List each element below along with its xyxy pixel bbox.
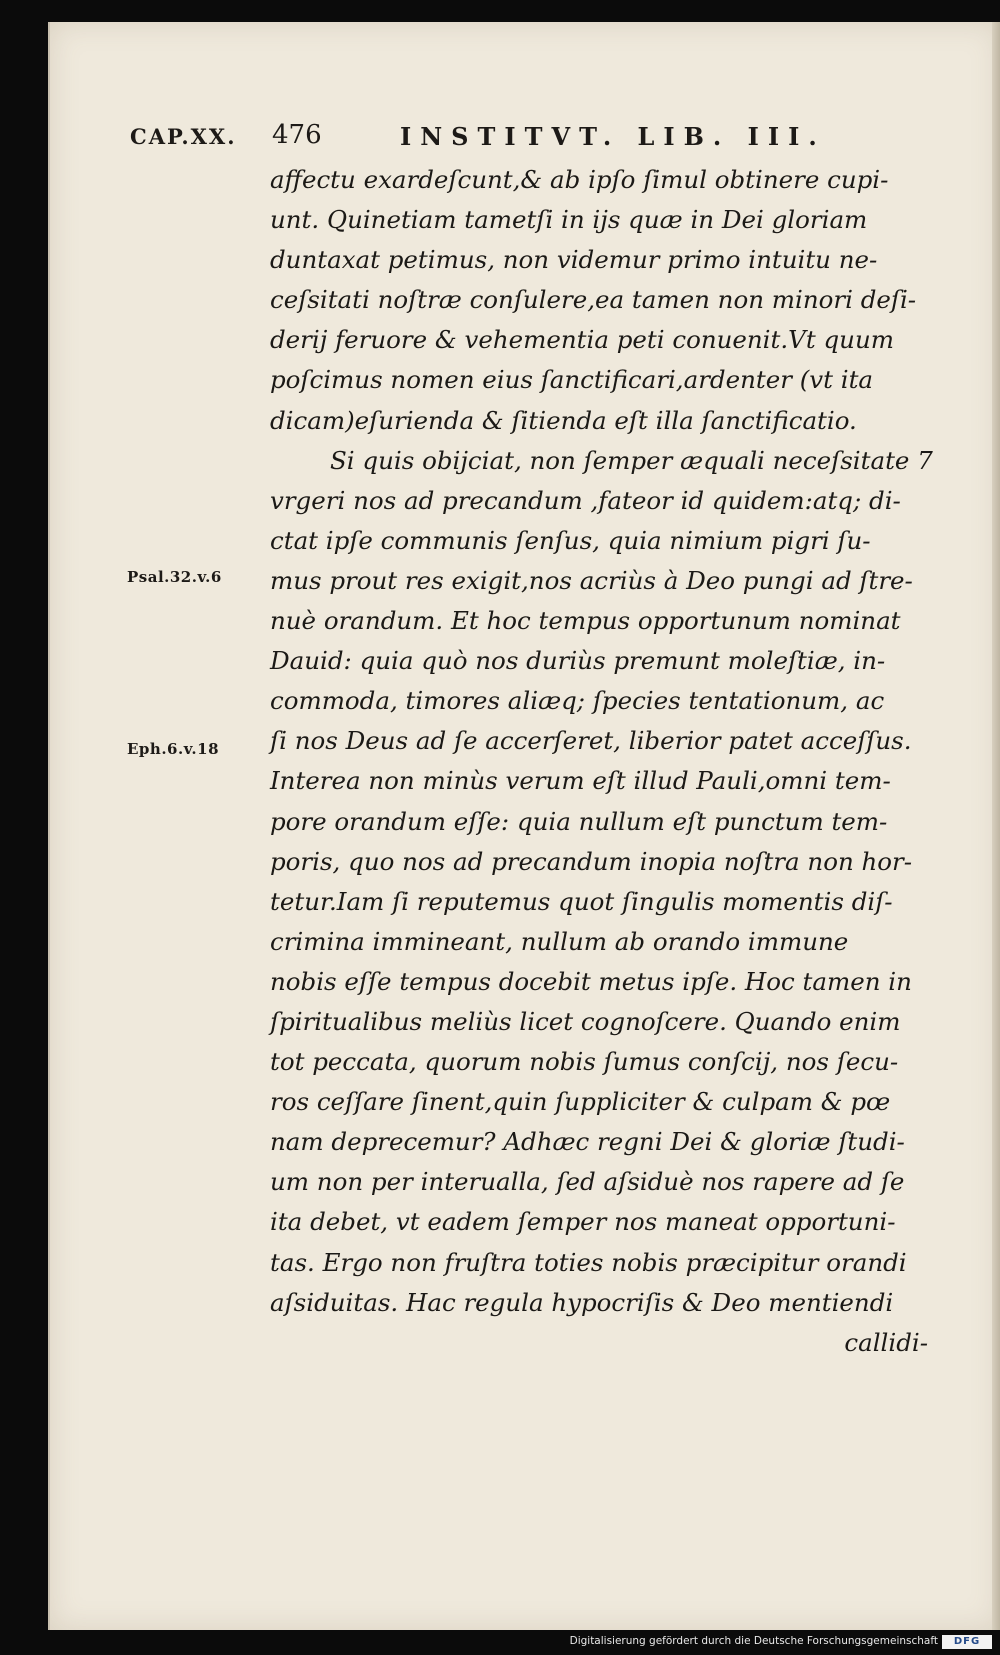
text-line: vrgeri nos ad precandum ,fateor id quidem:atq; di- [270,485,901,515]
text-line: ita debet, vt eadem ſemper nos maneat opportuni- [270,1207,896,1237]
text-line: ros ceſſare ſinent,quin ſuppliciter & culpam & pœ [270,1087,891,1117]
book-title: INSTITVT. LIB. III. [400,122,826,151]
text-line: tot peccata, quorum nobis ſumus conſcij, nos ſecu- [270,1047,899,1077]
text-line: crimina immineant, nullum ab orando immune [270,926,849,956]
text-line: ceſsitati noſtræ conſulere,ea tamen non minori deſi- [270,285,917,315]
text-line: nuè orandum. Et hoc tempus opportunum nominat [270,606,901,636]
text-line: poſcimus nomen eius ſanctificari,ardenter (vt ita [270,365,874,395]
text-line: dicam)eſurienda & ſitienda eſt illa ſanctificatio. [270,405,857,435]
text-line: pore orandum eſſe: quia nullum eſt punctum tem- [270,806,888,836]
digitization-credit: Digitalisierung gefördert durch die Deutsche Forschungsgemeinschaft [569,1635,938,1647]
text-line: nam deprecemur? Adhæc regni Dei & gloriæ ſtudi- [270,1127,905,1157]
catchword: callidi- [844,1327,928,1357]
text-line: um non per interualla, ſed aſsiduè nos rapere ad ſe [270,1167,905,1197]
margin-note-psalm: Psal.32.v.6 [127,568,222,586]
text-line: unt. Quinetiam tametſi in ijs quæ in Dei gloriam [270,205,868,235]
text-line: nobis eſſe tempus docebit metus ipſe. Hoc tamen in [270,966,912,996]
page-number: 476 [272,120,322,150]
text-line: ſpiritualibus meliùs licet cognoſcere. Quando enim [270,1006,901,1036]
page-edge [992,22,1000,1630]
text-line: Interea non minùs verum eſt illud Pauli,omni tem- [270,766,891,796]
running-head [130,118,960,152]
text-line: ctat ipſe communis ſenſus, quia nimium pigri ſu- [270,525,871,555]
margin-note-ephesians: Eph.6.v.18 [127,740,220,758]
text-line: poris, quo nos ad precandum inopia noſtra non hor- [270,846,913,876]
dfg-logo: DFG [942,1635,992,1649]
text-line: ſi nos Deus ad ſe accerſeret, liberior patet acceſſus. [270,726,912,756]
text-line: mus prout res exigit,nos acriùs à Deo pungi ad ſtre- [270,565,913,595]
chapter-reference: CAP.XX. [130,124,237,149]
text-line: duntaxat petimus, non videmur primo intuitu ne- [270,245,878,275]
text-line: aſsiduitas. Hac regula hypocriſis & Deo mentiendi [270,1287,894,1317]
text-line: Dauid: quia quò nos duriùs premunt moleſtiæ, in- [270,646,886,676]
text-line: derij feruore & vehementia peti conuenit.Vt quum [270,325,894,355]
paragraph-start-line: Si quis obijciat, non ſemper æquali neceſsitate 7 [330,445,933,475]
text-line: affectu exardeſcunt,& ab ipſo ſimul obtinere cupi- [270,165,889,194]
text-line: tetur.Iam ſi reputemus quot ſingulis momentis diſ- [270,886,893,916]
text-line: commoda, timores aliæq; ſpecies tentationum, ac [270,686,885,716]
text-line: tas. Ergo non fruſtra toties nobis præcipitur orandi [270,1247,907,1277]
body-text [270,160,938,1363]
